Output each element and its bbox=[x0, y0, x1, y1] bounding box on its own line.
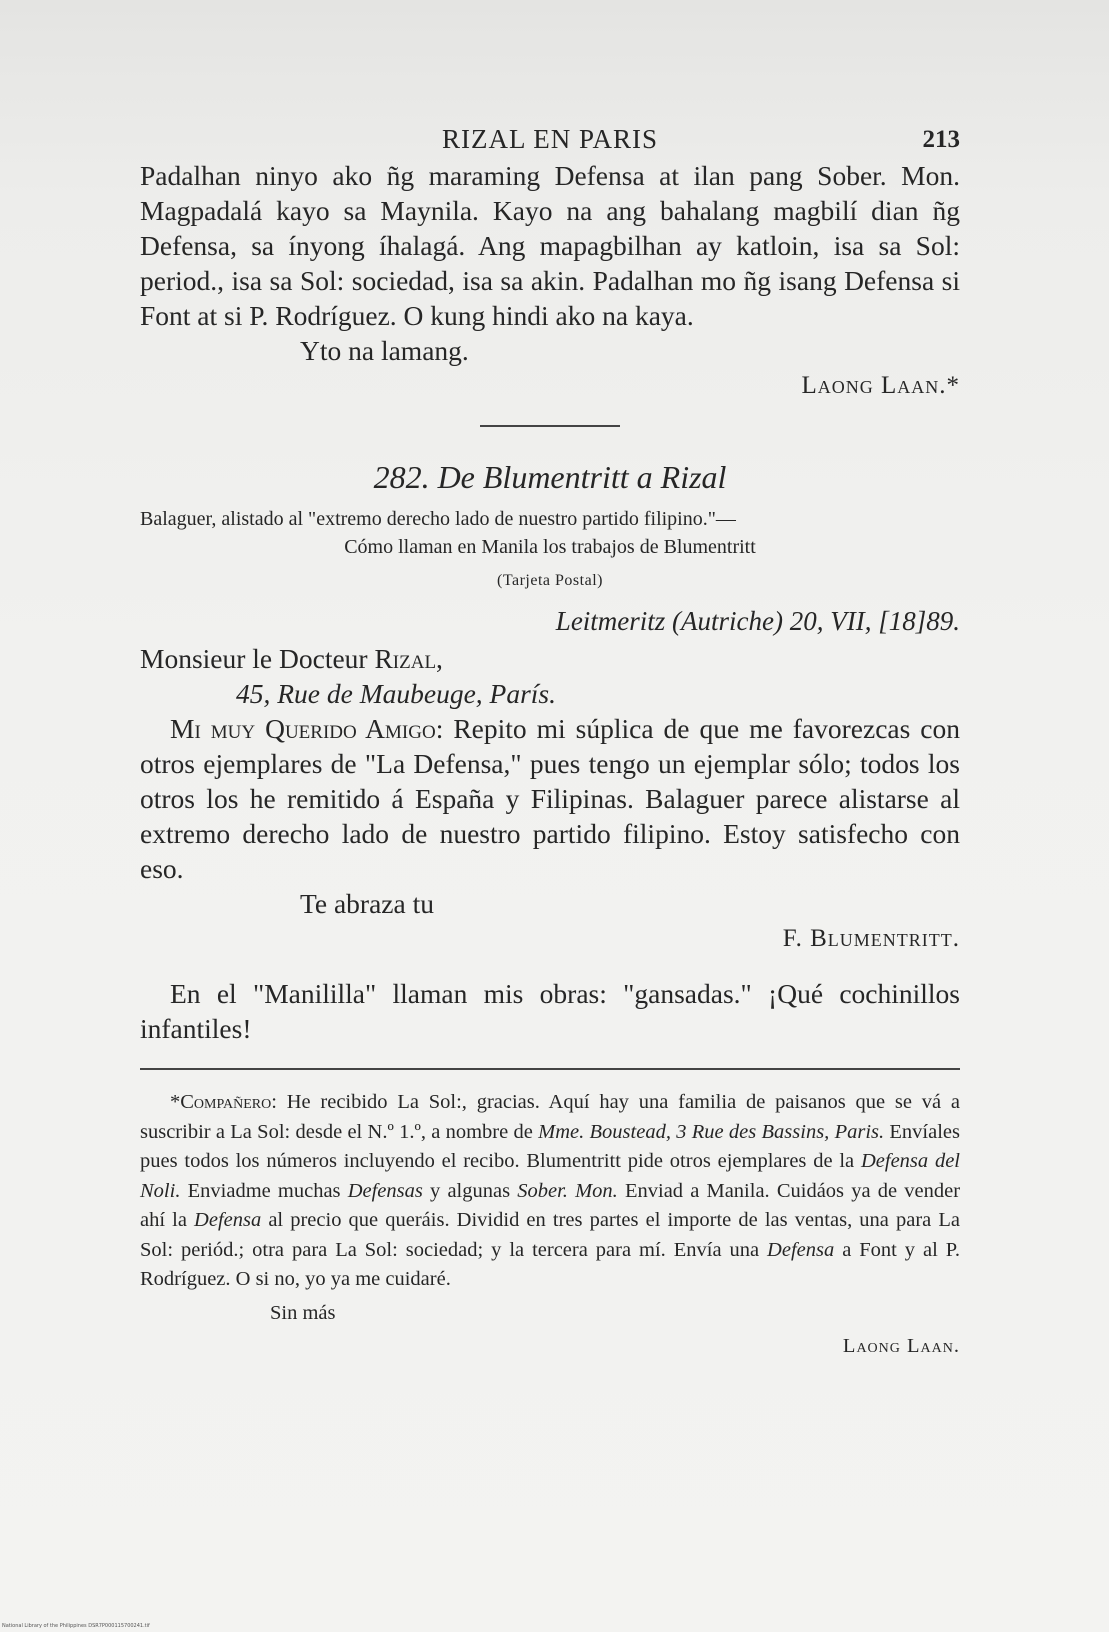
footnote-text-4: y algunas bbox=[422, 1179, 518, 1202]
previous-letter-body bbox=[140, 158, 960, 333]
address-block bbox=[140, 641, 960, 711]
running-head bbox=[140, 118, 960, 158]
book-page bbox=[140, 118, 960, 1362]
footnote-divider bbox=[140, 1068, 960, 1070]
footnote-italic-1: Mme. Boustead, 3 Rue des Bassins, Paris. bbox=[538, 1120, 885, 1143]
salutation: Mi muy Querido Amigo: bbox=[170, 713, 444, 744]
footnote-signature: Laong Laan. bbox=[842, 1335, 960, 1357]
footnote-text-3: Enviadme muchas bbox=[180, 1179, 348, 1202]
letter-signature: F. Blumentritt. bbox=[782, 925, 960, 952]
footnote-paragraph bbox=[140, 1088, 960, 1295]
letter-body bbox=[140, 711, 960, 886]
footnote-text-5: Enviad a Manila. Cuidáos ya de vender ahí la bbox=[140, 1179, 961, 1231]
summary-line-2: Cómo llaman en Manila los trabajos de Blumentritt bbox=[344, 536, 756, 558]
address-recipient-name: Rizal, bbox=[374, 643, 443, 674]
footnote-italic-6: Defensa bbox=[767, 1238, 835, 1261]
running-title: RIZAL EN PARIS bbox=[441, 124, 659, 154]
page-number: 213 bbox=[922, 126, 960, 153]
section-divider bbox=[480, 425, 620, 427]
address-recipient-title: Monsieur le Docteur bbox=[140, 643, 375, 674]
address-line-2: 45, Rue de Maubeuge, París. bbox=[236, 678, 556, 709]
previous-letter-paragraph: Padalhan ninyo ako ñg maraming Defensa at ilan pang Sober. Mon. Magpadalá kayo sa Maynila. Kayo na ang bahalang magbilí dian ñg Defensa, sa ínyong íhalagá. Ang mapagbilhan ay katloin, isa sa Sol: period., isa sa Sol: sociedad, isa sa akin. Padalhan mo ñg isang Defensa si Font at si P. Rodríguez. O kung hindi ako na kaya. bbox=[140, 160, 960, 331]
library-imprint: National Library of the Philippines DSR7P000115700241.tif bbox=[2, 1623, 150, 1629]
card-note: (Tarjeta Postal) bbox=[497, 572, 603, 589]
letter-closing: Te abraza tu bbox=[300, 888, 434, 919]
footnote-text-7: a Font y al P. Rodríguez. O si no, yo ya me cuidaré. bbox=[140, 1238, 960, 1290]
postscript-paragraph: En el "Manililla" llaman mis obras: "gansadas." ¡Qué cochinillos infantiles! bbox=[140, 978, 960, 1044]
footnote-text-2: Envíales pues todos los números incluyendo el recibo. Blumentritt pide otros ejemplares de la bbox=[140, 1120, 960, 1172]
footnote-italic-2: Defensa del Noli. bbox=[140, 1150, 960, 1202]
letter-summary bbox=[140, 505, 960, 561]
footnote-heading: *Compañero: bbox=[170, 1091, 277, 1113]
letter-title: 282. De Blumentritt a Rizal bbox=[373, 459, 727, 495]
postscript bbox=[140, 976, 960, 1046]
address-line-1 bbox=[140, 641, 960, 676]
footnote-italic-5: Defensa bbox=[194, 1209, 262, 1231]
letter-paragraph bbox=[140, 711, 960, 886]
summary-line-1: Balaguer, alistado al "extremo derecho lado de nuestro partido filipino."— bbox=[140, 508, 736, 530]
footnote-text-6: al precio que queráis. Dividid en tres partes el importe de las ventas, una para La Sol: periód.; otra para La Sol: sociedad; y la tercera para mí. Envía una bbox=[140, 1209, 960, 1261]
previous-letter-signature: Laong Laan.* bbox=[801, 372, 960, 399]
letter-body-text: Repito mi súplica de que me favorezcas con otros ejemplares de "La Defensa," pues tengo un ejemplar sólo; todos los otros los he remitido á España y Filipinas. Balaguer parece alistarse al extremo derecho lado de nuestro partido filipino. Estoy satisfecho con eso. bbox=[140, 713, 960, 884]
footnote-italic-3: Defensas bbox=[347, 1179, 423, 1202]
footnote-closing: Sin más bbox=[270, 1301, 336, 1324]
footnote-italic-4: Sober. Mon. bbox=[517, 1179, 618, 1202]
footnote bbox=[140, 1088, 960, 1362]
previous-letter-closing: Yto na lamang. bbox=[300, 335, 469, 366]
footnote-text-1: He recibido La Sol:, gracias. Aquí hay una familia de paisanos que se vá a suscribir a La Sol: desde el N.º 1.º, a nombre de bbox=[140, 1091, 960, 1143]
dateline: Leitmeritz (Autriche) 20, VII, [18]89. bbox=[555, 606, 960, 636]
